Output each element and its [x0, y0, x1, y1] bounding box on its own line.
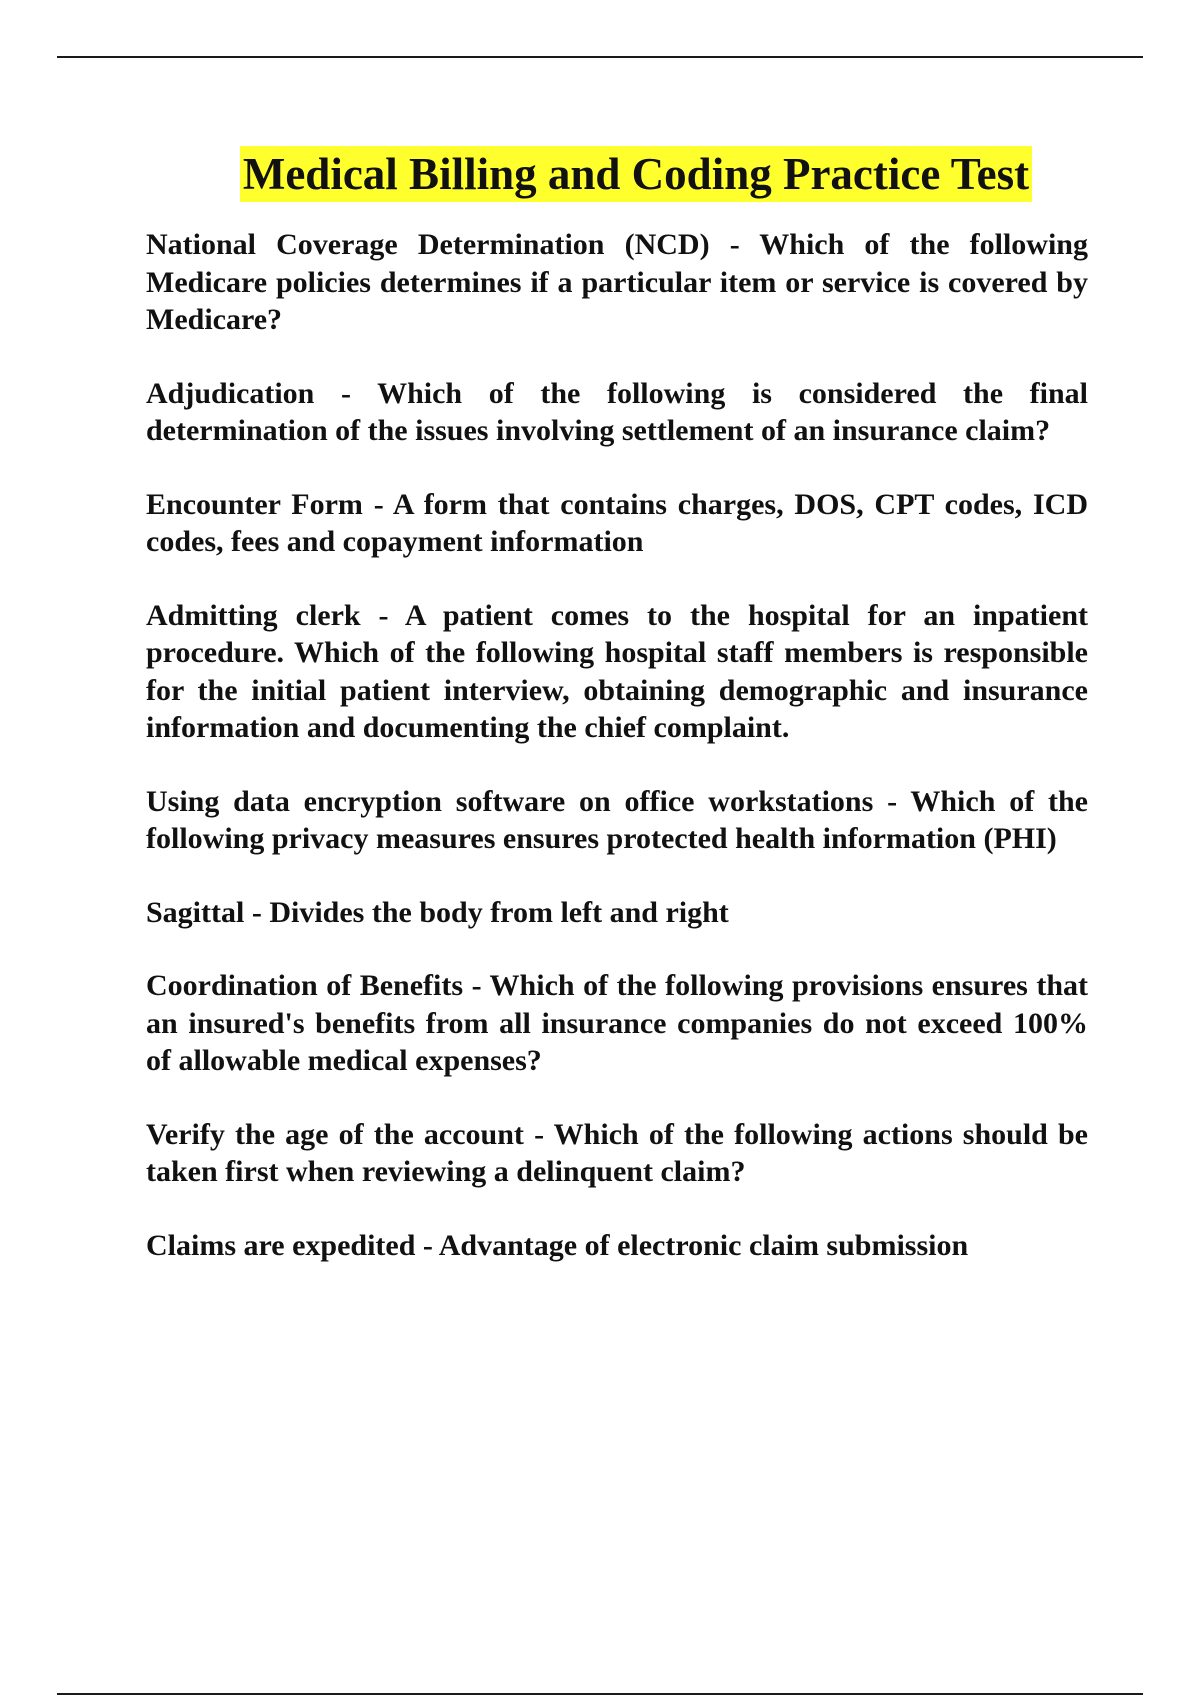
qa-entry: National Coverage Determination (NCD) - Which of the following Medicare policies determines if a particular item or service is covered by Medicare?	[146, 228, 1088, 336]
bottom-rule	[57, 1693, 1143, 1695]
qa-entry: Claims are expedited - Advantage of electronic claim submission	[146, 1228, 969, 1262]
page-title: Medical Billing and Coding Practice Test	[240, 146, 1032, 202]
title-container	[0, 146, 1200, 202]
qa-entry: Sagittal - Divides the body from left and right	[146, 895, 729, 929]
qa-entry: Verify the age of the account - Which of the following actions should be taken first when reviewing a delinquent claim?	[146, 1117, 1088, 1188]
qa-list	[146, 226, 1088, 1300]
top-rule	[57, 56, 1143, 58]
qa-entry: Encounter Form - A form that contains charges, DOS, CPT codes, ICD codes, fees and copayment information	[146, 487, 1088, 558]
qa-entry: Admitting clerk - A patient comes to the hospital for an inpatient procedure. Which of the following hospital staff members is responsible for the initial patient interview, obtaining demographic and insurance information and documenting the chief complaint.	[146, 598, 1088, 744]
qa-entry: Adjudication - Which of the following is considered the final determination of the issues involving settlement of an insurance claim?	[146, 376, 1088, 447]
qa-entry: Coordination of Benefits - Which of the following provisions ensures that an insured's benefits from all insurance companies do not exceed 100% of allowable medical expenses?	[146, 969, 1088, 1077]
qa-entry: Using data encryption software on office workstations - Which of the following privacy measures ensures protected health information (PHI)	[146, 784, 1088, 855]
